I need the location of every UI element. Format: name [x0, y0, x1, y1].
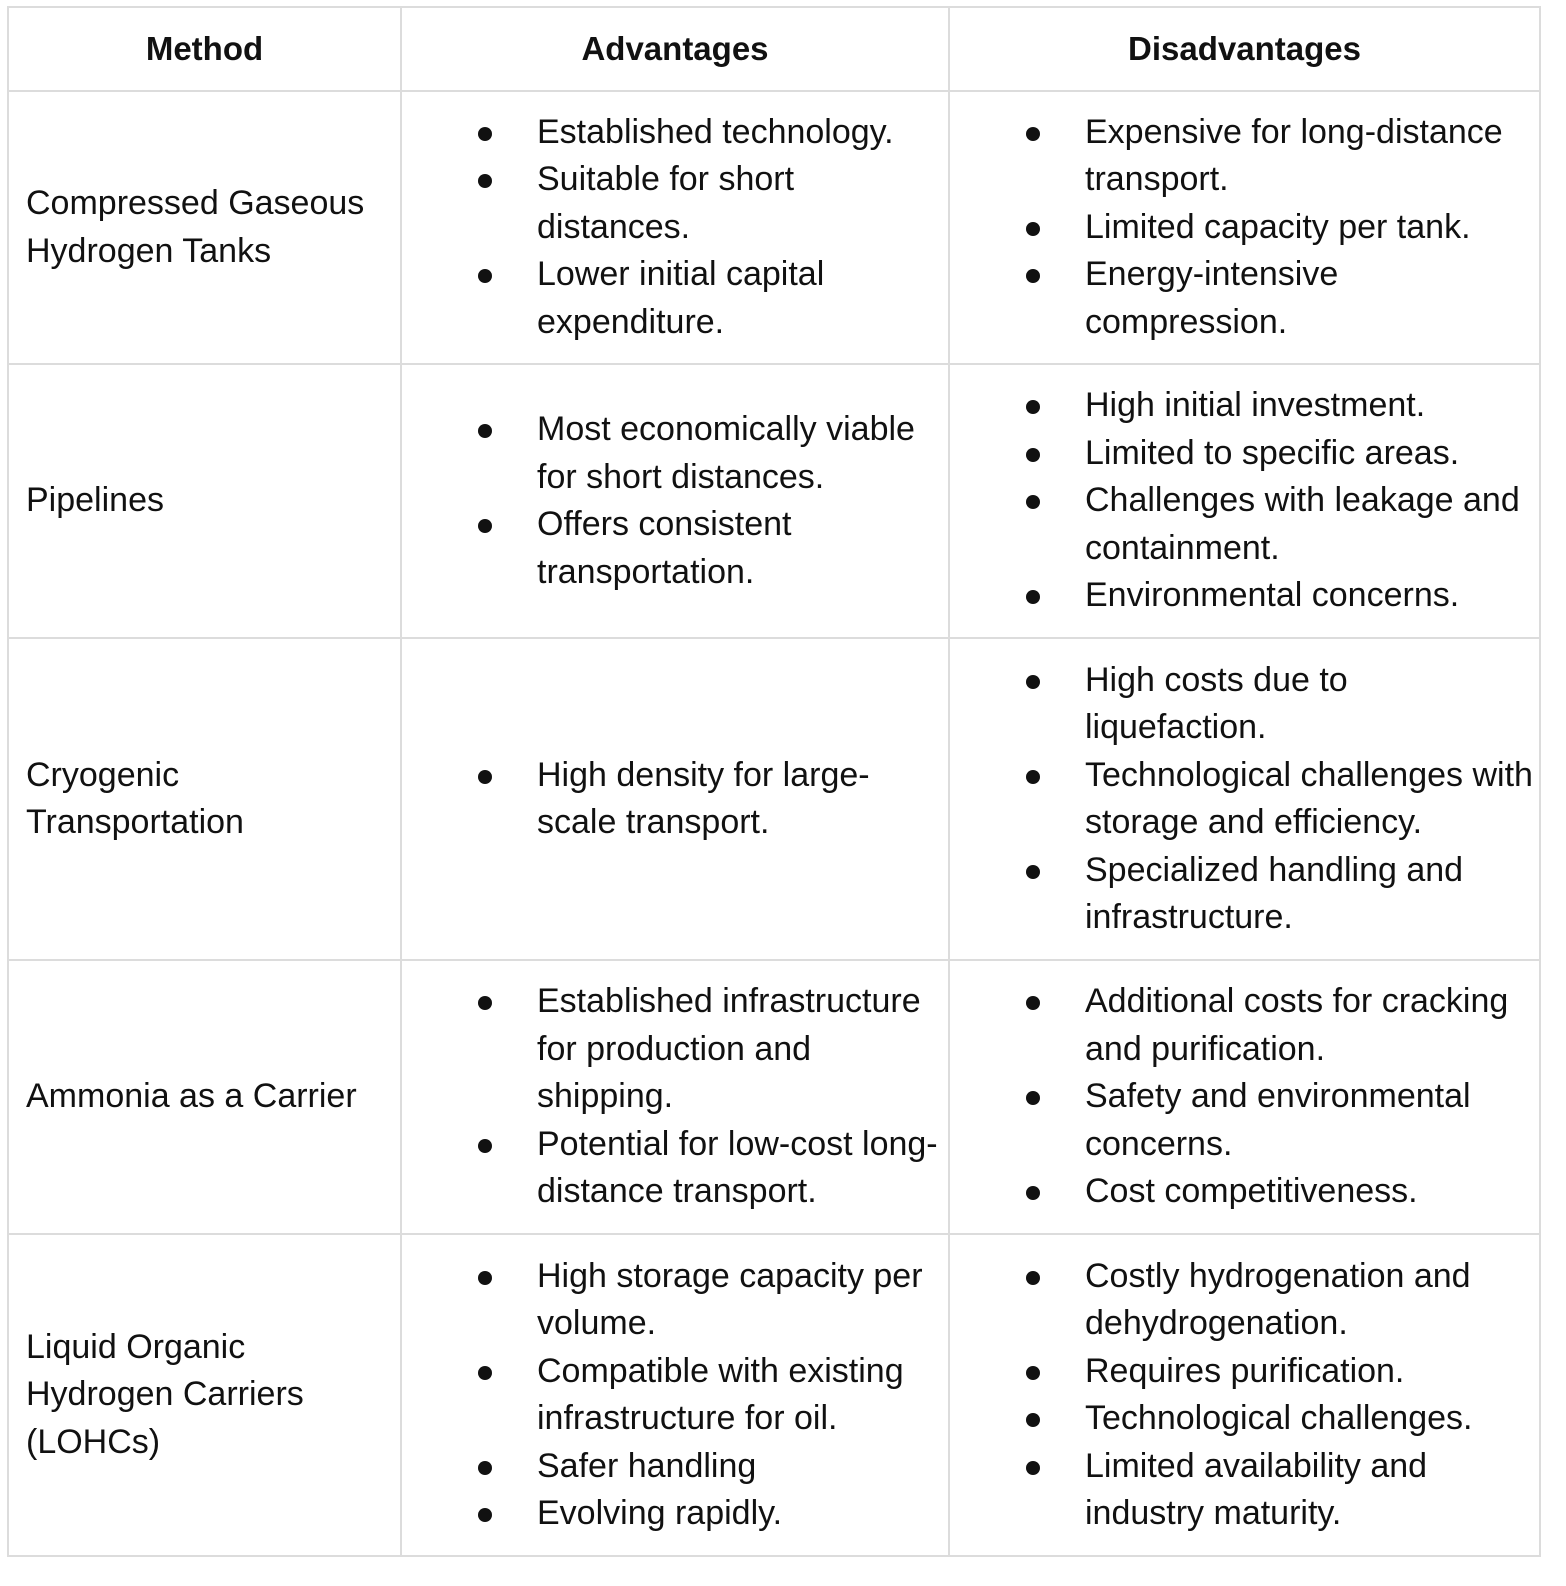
comparison-table: [7, 6, 1541, 1557]
bullet-icon: [1026, 1271, 1040, 1285]
list-item: [478, 251, 942, 346]
method-cell: Compressed Gaseous Hydrogen Tanks: [8, 91, 401, 364]
advantages-cell: [401, 364, 949, 638]
bullet-icon: [478, 519, 492, 533]
list-item: [1026, 430, 1533, 478]
advantages-list: [478, 109, 942, 347]
header-row: [8, 7, 1540, 91]
list-item: [1026, 109, 1533, 204]
list-item: [1026, 657, 1533, 752]
disadvantages-list: [1026, 657, 1533, 942]
list-item: [478, 1348, 942, 1443]
list-item-text: Cost competitiveness.: [1085, 1172, 1418, 1211]
bullet-icon: [478, 770, 492, 784]
bullet-icon: [478, 1508, 492, 1522]
list-item: [1026, 1348, 1533, 1396]
bullet-icon: [478, 1271, 492, 1285]
list-item: [1026, 1395, 1533, 1443]
list-item-text: Safety and environmental concerns.: [1085, 1077, 1471, 1163]
table-row: [8, 1234, 1540, 1556]
bullet-icon: [1026, 1366, 1040, 1380]
list-item: [1026, 251, 1533, 346]
advantages-cell: [401, 960, 949, 1234]
bullet-icon: [1026, 590, 1040, 604]
list-item: [478, 752, 942, 847]
list-item-text: Technological challenges.: [1085, 1399, 1473, 1437]
list-item-text: Offers consistent transportation.: [537, 505, 792, 591]
method-cell: Ammonia as a Carrier: [8, 960, 401, 1234]
table-row: [8, 91, 1540, 364]
disadvantages-list: [1026, 382, 1533, 620]
disadvantages-list: [1026, 109, 1533, 347]
list-item-text: High storage capacity per volume.: [537, 1256, 923, 1342]
table-row: [8, 364, 1540, 638]
bullet-icon: [1026, 495, 1040, 509]
advantages-cell: [401, 638, 949, 960]
list-item: [478, 156, 942, 251]
list-item: [478, 1253, 942, 1348]
disadvantages-list: [1026, 1253, 1533, 1538]
list-item-text: Established infrastructure for production and shipping.: [537, 982, 921, 1116]
bullet-icon: [1026, 1461, 1040, 1475]
list-item-text: Compatible with existing infrastructure for oil.: [537, 1351, 904, 1437]
bullet-icon: [478, 1461, 492, 1475]
list-item-text: Lower initial capital expenditure.: [537, 255, 825, 341]
list-item: [1026, 382, 1533, 430]
list-item: [1026, 752, 1533, 847]
list-item-text: Requires purification.: [1085, 1351, 1405, 1390]
bullet-icon: [1026, 127, 1040, 141]
list-item-text: Expensive for long-distance transport.: [1085, 112, 1503, 199]
list-item-text: Energy-intensive compression.: [1085, 255, 1339, 341]
method-cell: Pipelines: [8, 364, 401, 638]
list-item-text: Costly hydrogenation and dehydrogenation.: [1085, 1256, 1471, 1342]
bullet-icon: [1026, 400, 1040, 414]
bullet-icon: [1026, 222, 1040, 236]
list-item-text: High costs due to liquefaction.: [1085, 660, 1348, 746]
bullet-icon: [1026, 675, 1040, 689]
header-advantages: Advantages: [401, 7, 949, 91]
advantages-list: [478, 978, 942, 1216]
disadvantages-cell: [949, 1234, 1540, 1556]
bullet-icon: [478, 1139, 492, 1153]
method-cell: Liquid Organic Hydrogen Carriers (LOHCs): [8, 1234, 401, 1556]
list-item-text: Environmental concerns.: [1085, 576, 1460, 615]
table-row: [8, 638, 1540, 960]
list-item: [478, 1443, 942, 1491]
advantages-cell: [401, 91, 949, 364]
list-item: [1026, 477, 1533, 572]
bullet-icon: [1026, 1091, 1040, 1105]
list-item: [1026, 978, 1533, 1073]
disadvantages-cell: [949, 364, 1540, 638]
method-cell: Cryogenic Transportation: [8, 638, 401, 960]
disadvantages-cell: [949, 91, 1540, 364]
bullet-icon: [1026, 996, 1040, 1010]
list-item-text: Limited capacity per tank.: [1085, 207, 1471, 246]
bullet-icon: [478, 174, 492, 188]
list-item: [1026, 847, 1533, 942]
bullet-icon: [478, 424, 492, 438]
list-item: [478, 109, 942, 157]
list-item-text: Safer handling: [537, 1446, 757, 1485]
list-item: [1026, 204, 1533, 252]
list-item-text: Challenges with leakage and containment.: [1085, 481, 1520, 567]
bullet-icon: [478, 127, 492, 141]
list-item-text: Suitable for short distances.: [537, 160, 795, 246]
advantages-cell: [401, 1234, 949, 1556]
list-item: [1026, 1168, 1533, 1216]
bullet-icon: [1026, 448, 1040, 462]
bullet-icon: [1026, 770, 1040, 784]
bullet-icon: [478, 996, 492, 1010]
list-item-text: High density for large-scale transport.: [537, 755, 870, 841]
advantages-list: [478, 752, 942, 847]
header-method: Method: [8, 7, 401, 91]
list-item-text: Evolving rapidly.: [537, 1494, 783, 1532]
list-item: [478, 1490, 942, 1538]
header-disadvantages: Disadvantages: [949, 7, 1540, 91]
list-item: [1026, 1073, 1533, 1168]
list-item: [1026, 572, 1533, 620]
list-item-text: High initial investment.: [1085, 386, 1426, 425]
bullet-icon: [1026, 269, 1040, 283]
bullet-icon: [478, 269, 492, 283]
list-item-text: Technological challenges with storage and efficiency.: [1085, 755, 1533, 841]
disadvantages-cell: [949, 960, 1540, 1234]
bullet-icon: [478, 1366, 492, 1380]
list-item: [478, 1121, 942, 1216]
list-item-text: Most economically viable for short distances.: [537, 410, 915, 496]
list-item-text: Established technology.: [537, 112, 894, 151]
disadvantages-cell: [949, 638, 1540, 960]
list-item: [1026, 1443, 1533, 1538]
list-item-text: Additional costs for cracking and purification.: [1085, 982, 1509, 1068]
bullet-icon: [1026, 1413, 1040, 1427]
list-item: [1026, 1253, 1533, 1348]
list-item-text: Specialized handling and infrastructure.: [1085, 850, 1464, 936]
disadvantages-list: [1026, 978, 1533, 1216]
list-item: [478, 406, 942, 501]
advantages-list: [478, 406, 942, 596]
list-item: [478, 978, 942, 1121]
bullet-icon: [1026, 1186, 1040, 1200]
list-item-text: Potential for low-cost long-distance transport.: [537, 1124, 938, 1211]
list-item: [478, 501, 942, 596]
list-item-text: Limited availability and industry maturity.: [1085, 1446, 1428, 1532]
bullet-icon: [1026, 865, 1040, 879]
table-row: [8, 960, 1540, 1234]
list-item-text: Limited to specific areas.: [1085, 433, 1460, 472]
advantages-list: [478, 1253, 942, 1538]
